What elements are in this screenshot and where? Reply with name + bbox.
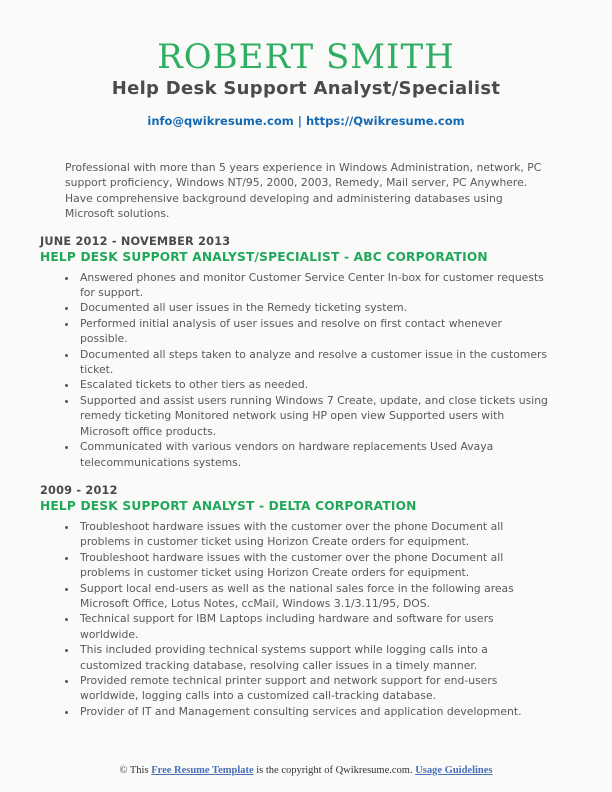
bullet-item: • Escalated tickets to other tiers as needed. — [78, 377, 548, 392]
contact-line — [0, 114, 612, 128]
bullet-item: • Documented all user issues in the Remedy ticketing system. — [78, 300, 548, 315]
summary-text: Professional with more than 5 years experience in Windows Administration, network, PC support proficiency, Windows NT/95, 2000, 2003, Remedy, Mail server, PC Anywhere. Have comprehensive background developing and administering databases using Microsoft solutions. — [65, 161, 542, 221]
email-link[interactable]: info@qwikresume.com — [147, 114, 294, 128]
resume-header — [0, 0, 612, 128]
bullet-item: • This included providing technical systems support while logging calls into a customized tracking database, resolving caller issues in a timely manner. — [78, 642, 548, 673]
bullet-item: • Troubleshoot hardware issues with the customer over the phone Document all problems in customer ticket using Horizon Create orders for equipment. — [78, 550, 548, 581]
footer-middle: is the copyright of Qwikresume.com. — [253, 765, 416, 776]
bullet-item: • Documented all steps taken to analyze and resolve a customer issue in the customers ticket. — [78, 347, 548, 378]
bullet-item: • Answered phones and monitor Customer Service Center In-box for customer requests for support. — [78, 270, 548, 301]
section-title: HELP DESK SUPPORT ANALYST/SPECIALIST - ABC CORPORATION — [40, 249, 488, 264]
bullet-item: • Performed initial analysis of user issues and resolve on first contact whenever possible. — [78, 316, 548, 347]
person-name: ROBERT SMITH — [157, 37, 455, 77]
free-resume-template-link[interactable]: Free Resume Template — [151, 765, 254, 776]
usage-guidelines-link[interactable]: Usage Guidelines — [415, 765, 493, 776]
job-title: Help Desk Support Analyst/Specialist — [111, 78, 501, 99]
bullet-list — [40, 270, 548, 470]
bullet-item: • Technical support for IBM Laptops including hardware and software for users worldwide. — [78, 611, 548, 642]
bullet-item: • Supported and assist users running Windows 7 Create, update, and close tickets using remedy ticketing Monitored network using HP open view Supported users with Microsoft office products. — [78, 393, 548, 439]
bullet-item: • Communicated with various vendors on hardware replacements Used Avaya telecommunications systems. — [78, 439, 548, 470]
experience-section — [40, 483, 576, 719]
section-dates: 2009 - 2012 — [40, 483, 118, 497]
contact-separator: | — [293, 114, 306, 128]
page-footer — [0, 765, 612, 776]
footer-prefix: © This — [119, 765, 152, 776]
experience-section — [40, 234, 576, 470]
bullet-item: • Provider of IT and Management consulting services and application development. — [78, 704, 548, 719]
website-link[interactable]: https://Qwikresume.com — [305, 114, 465, 128]
bullet-item: • Provided remote technical printer support and network support for end-users worldwide, logging calls into a customized call-tracking database. — [78, 673, 548, 704]
bullet-item: • Troubleshoot hardware issues with the customer over the phone Document all problems in customer ticket using Horizon Create orders for equipment. — [78, 519, 548, 550]
section-dates: JUNE 2012 - NOVEMBER 2013 — [40, 234, 231, 248]
experience-sections — [40, 234, 576, 720]
bullet-list — [40, 519, 548, 719]
bullet-item: • Support local end-users as well as the national sales force in the following areas Microsoft Office, Lotus Notes, ccMail, Windows 3.1/3.11/95, DOS. — [78, 581, 548, 612]
section-title: HELP DESK SUPPORT ANALYST - DELTA CORPORATION — [40, 498, 417, 513]
